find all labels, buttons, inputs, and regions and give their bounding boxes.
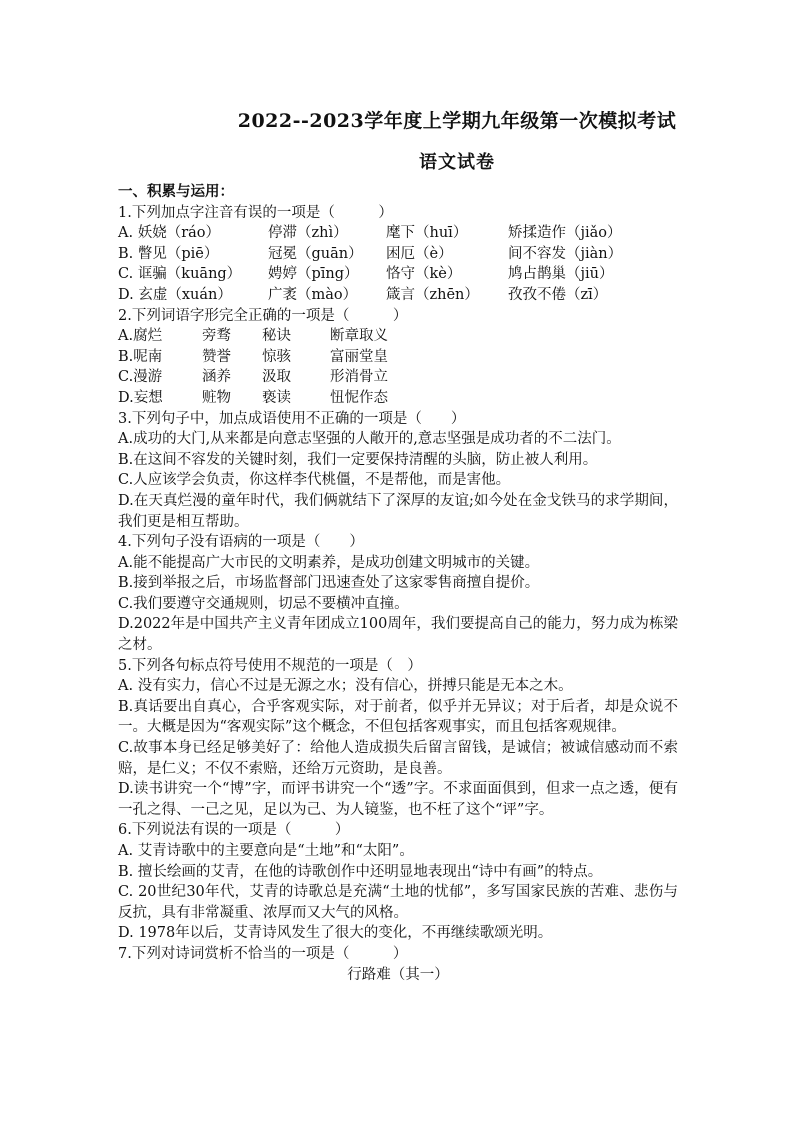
option-cell: 赞誉 [202, 348, 231, 365]
question-3-option-c: C.人应该学会负责，你这样李代桃僵，不是帮他，而是害他。 [118, 472, 511, 489]
question-7-stem: 7.下列对诗词赏析不恰当的一项是（ ） [118, 945, 408, 962]
option-row [118, 326, 678, 347]
question-4-option-b: B.接到举报之后，市场监督部门迅速查处了这家零售商擅自提价。 [118, 575, 540, 592]
question-3-option-a: A.成功的大门,从来都是向意志坚强的人敞开的,意志坚强是成功者的不二法门。 [118, 431, 621, 448]
option-row [118, 347, 678, 368]
option-cell: A.腐烂 [118, 328, 163, 345]
question-6-stem: 6.下列说法有误的一项是（ ） [118, 822, 350, 839]
option-cell: 孜孜不倦（zī） [508, 286, 608, 303]
option-cell: 冠冕（guān） [268, 245, 363, 262]
option-row [118, 244, 678, 265]
question-5-stem: 5.下列各句标点符号使用不规范的一项是（ ） [118, 657, 422, 674]
option-cell: B.呢南 [118, 348, 163, 365]
question-4-option-d: D.2022年是中国共产主义青年团成立100周年，我们要提高自己的能力，努力成为栋梁之材。 [118, 616, 678, 654]
option-cell: A. 妖娆（ráo） [118, 225, 220, 242]
option-cell: 断章取义 [330, 328, 388, 345]
question-5-option-d: D.读书讲究一个“博”字，而评书讲究一个“透”字。不求面面俱到，但求一点之透，便有一孔之得、一己之见，足以为己、为人镜鉴，也不枉了这个“评”字。 [118, 781, 678, 818]
option-row [118, 388, 678, 409]
question-6-option-c: C. 20世纪30年代，艾青的诗歌总是充满“土地的忧郁”，多写国家民族的苦难、悲伤与反抗，具有非常凝重、浓厚而又大气的风格。 [118, 884, 678, 921]
question-3-stem: 3.下列句子中，加点成语使用不正确的一项是（ ） [118, 410, 466, 427]
option-cell: 忸怩作态 [330, 389, 388, 406]
option-cell: 赃物 [202, 389, 231, 406]
question-6-option-d: D. 1978年以后，艾青诗风发生了很大的变化，不再继续歌颂光明。 [118, 925, 553, 942]
option-cell: 涵养 [202, 369, 231, 386]
question-4-option-c: C.我们要遵守交通规则，切忌不要横冲直撞。 [118, 595, 409, 612]
question-1-options [118, 223, 678, 305]
option-cell: C. 诓骗（kuāng） [118, 266, 242, 283]
option-cell: 富丽堂皇 [330, 348, 388, 365]
option-cell: D.妄想 [118, 389, 163, 406]
option-cell: 广袤（mào） [268, 286, 358, 303]
question-3-option-d: D.在天真烂漫的童年时代，我们俩就结下了深厚的友谊;如今处在金戈铁马的求学期间，我们更是相互帮助。 [118, 492, 678, 530]
option-cell: 鸠占鹊巢（jiū） [508, 266, 614, 283]
option-cell: 恪守（kè） [386, 266, 462, 283]
option-cell: 亵读 [262, 389, 291, 406]
option-cell: D. 玄虚（xuán） [118, 286, 232, 303]
question-6-option-a: A. 艾青诗歌中的主要意向是“土地”和“太阳”。 [118, 843, 414, 859]
option-cell: 旁骛 [202, 328, 231, 345]
question-5-option-b: B.真话要出自真心，合乎客观实际，对于前者，似乎并无异议；对于后者，却是众说不一。大概是因为“客观实际”这个概念，不但包括客观事实，而且包括客观规律。 [118, 698, 678, 736]
question-6-option-b: B. 擅长绘画的艾青，在他的诗歌创作中还明显地表现出“诗中有画”的特点。 [118, 863, 603, 880]
option-row [118, 223, 678, 244]
question-3-option-b: B.在这间不容发的关键时刻，我们一定要保持清醒的头脑，防止被人利用。 [118, 451, 598, 468]
question-5-option-c: C.故事本身已经足够美好了：给他人造成损失后留言留钱，是诚信；被诚信感动而不索赔，是仁义；不仅不索赔，还给万元资助，是良善。 [118, 740, 678, 777]
question-5-option-a: A. 没有实力，信心不过是无源之水；没有信心，拼搏只能是无本之木。 [118, 678, 573, 695]
option-row [118, 264, 678, 285]
question-4-stem: 4.下列句子没有语病的一项是（ ） [118, 534, 364, 551]
option-cell: 麾下（huī） [386, 225, 468, 242]
option-row [118, 367, 678, 388]
option-cell: 箴言（zhēn） [386, 286, 479, 303]
option-cell: 矫揉造作（jiǎo） [508, 225, 622, 242]
option-row [118, 285, 678, 306]
question-1-stem: 1.下列加点字注音有误的一项是（ ） [118, 204, 393, 221]
option-cell: B. 瞥见（piē） [118, 245, 219, 262]
option-cell: 汲取 [262, 369, 291, 386]
option-cell: 停滞（zhì） [268, 225, 348, 242]
option-cell: 间不容发（jiàn） [508, 245, 623, 262]
poem-title: 行路难（其一） [347, 966, 449, 983]
section-heading: 一、积累与运用： [118, 183, 234, 200]
option-cell: 困厄（è） [386, 245, 453, 262]
question-4-option-a: A.能不能提高广大市民的文明素养，是成功创建文明城市的关键。 [118, 554, 540, 571]
option-cell: C.漫游 [118, 369, 163, 386]
option-cell: 秘诀 [262, 328, 291, 345]
exam-subtitle: 语文试卷 [419, 152, 495, 173]
exam-title: 2022--2023学年度上学期九年级第一次模拟考试 [237, 110, 677, 132]
option-cell: 惊骇 [262, 348, 291, 365]
exam-content [118, 182, 678, 985]
option-cell: 娉婷（pīng） [268, 266, 359, 283]
option-cell: 形消骨立 [330, 369, 388, 386]
question-2-stem: 2.下列词语字形完全正确的一项是（ ） [118, 307, 408, 324]
question-2-options [118, 326, 678, 408]
